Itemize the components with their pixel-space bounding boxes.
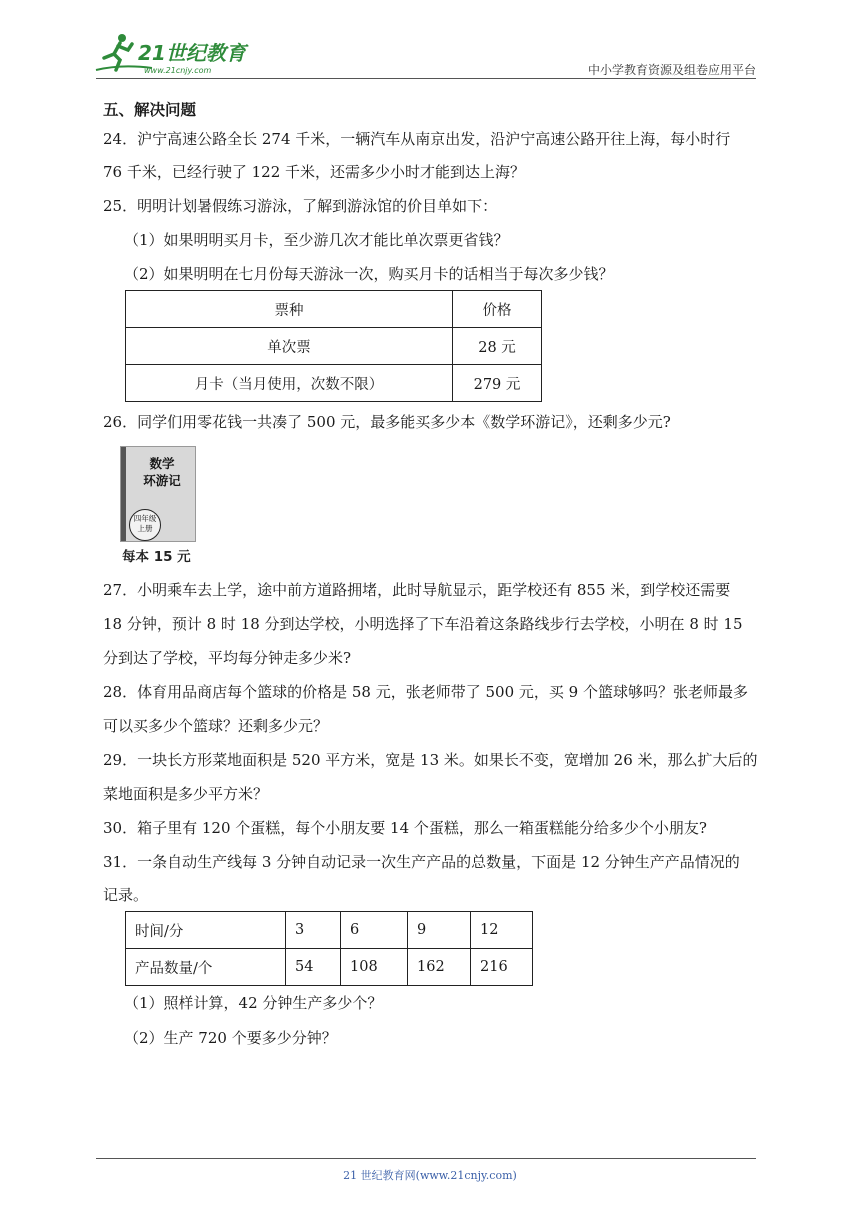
header-tagline: 中小学教育资源及组卷应用平台 <box>587 63 756 77</box>
q31-sub2: （2）生产 720 个要多少分钟？ <box>124 1029 337 1047</box>
q25-line1: 25．明明计划暑假练习游泳，了解到游泳馆的价目单如下： <box>103 197 498 215</box>
table-row <box>126 365 542 402</box>
book-title <box>131 455 193 489</box>
header-divider <box>96 78 756 79</box>
q31-sub1: （1）照样计算，42 分钟生产多少个？ <box>124 994 383 1012</box>
table-cell: 9 <box>408 912 471 949</box>
grade-badge <box>129 509 161 541</box>
q31-line2: 记录。 <box>103 886 149 904</box>
q24-line2: 76 千米，已经行驶了 122 千米，还需多少小时才能到达上海？ <box>103 163 526 181</box>
badge-line: 四年级 <box>133 514 157 523</box>
site-logo[interactable] <box>92 30 262 80</box>
q29-line1: 29．一块长方形菜地面积是 520 平方米，宽是 13 米。如果长不变，宽增加 26 米，那么扩大后的 <box>103 751 758 769</box>
table-cell: 月卡（当月使用，次数不限） <box>126 365 453 402</box>
q26-line1: 26．同学们用零花钱一共凑了 500 元，最多能买多少本《数学环游记》，还剩多少元? <box>103 413 671 431</box>
table-cell: 12 <box>471 912 533 949</box>
book-spine <box>121 447 126 541</box>
table-row <box>126 328 542 365</box>
table-row <box>126 912 533 949</box>
q28-line1: 28．体育用品商店每个篮球的价格是 58 元，张老师带了 500 元，买 9 个篮球够吗？张老师最多 <box>103 683 748 701</box>
q29-line2: 菜地面积是多少平方米？ <box>103 785 269 803</box>
table-cell: 单次票 <box>126 328 453 365</box>
table-cell: 产品数量/个 <box>126 949 286 986</box>
table-cell: 216 <box>471 949 533 986</box>
logo-url: www.21cnjy.com <box>144 66 212 75</box>
ticket-price-table <box>125 290 542 402</box>
q28-line2: 可以买多少个篮球？还剩多少元？ <box>103 717 329 735</box>
production-table <box>125 911 533 986</box>
table-cell: 28 元 <box>453 328 542 365</box>
q27-line1: 27．小明乘车去上学，途中前方道路拥堵，此时导航显示，距学校还有 855 米，到学校还需要 <box>103 581 731 599</box>
book-price: 每本 15 元 <box>122 549 191 565</box>
table-cell: 279 元 <box>453 365 542 402</box>
section-title: 五、解决问题 <box>103 101 197 119</box>
table-cell: 时间/分 <box>126 912 286 949</box>
runner-logo-icon <box>92 30 262 80</box>
badge-line: 上册 <box>137 524 153 533</box>
book-title-line: 环游记 <box>143 473 181 488</box>
q27-line3: 分到达了学校，平均每分钟走多少米? <box>103 649 352 667</box>
table-header-cell: 价格 <box>453 291 542 328</box>
q25-sub1: （1）如果明明买月卡，至少游几次才能比单次票更省钱？ <box>124 231 509 249</box>
table-cell: 3 <box>286 912 341 949</box>
q31-line1: 31．一条自动生产线每 3 分钟自动记录一次生产产品的总数量，下面是 12 分钟生产产品情况的 <box>103 853 740 871</box>
logo-text: 21世纪教育 <box>138 41 246 65</box>
table-cell: 162 <box>408 949 471 986</box>
footer-divider <box>96 1158 756 1159</box>
q24-line1: 24．沪宁高速公路全长 274 千米，一辆汽车从南京出发，沿沪宁高速公路开往上海，每小时行 <box>103 130 731 148</box>
q25-sub2: （2）如果明明在七月份每天游泳一次，购买月卡的话相当于每次多少钱？ <box>124 265 614 283</box>
table-header-row <box>126 291 542 328</box>
table-cell: 108 <box>341 949 408 986</box>
q30-line1: 30．箱子里有 120 个蛋糕，每个小朋友要 14 个蛋糕，那么一箱蛋糕能分给多少个小朋友? <box>103 819 707 837</box>
book-cover-image <box>120 446 196 542</box>
table-cell: 6 <box>341 912 408 949</box>
footer-link[interactable]: 21 世纪教育网(www.21cnjy.com) <box>343 1169 517 1182</box>
table-cell: 54 <box>286 949 341 986</box>
book-title-line: 数学 <box>149 456 175 471</box>
q27-line2: 18 分钟，预计 8 时 18 分到达学校，小明选择了下车沿着这条路线步行去学校，小明在 8 时 15 <box>103 615 743 633</box>
table-row <box>126 949 533 986</box>
table-header-cell: 票种 <box>126 291 453 328</box>
